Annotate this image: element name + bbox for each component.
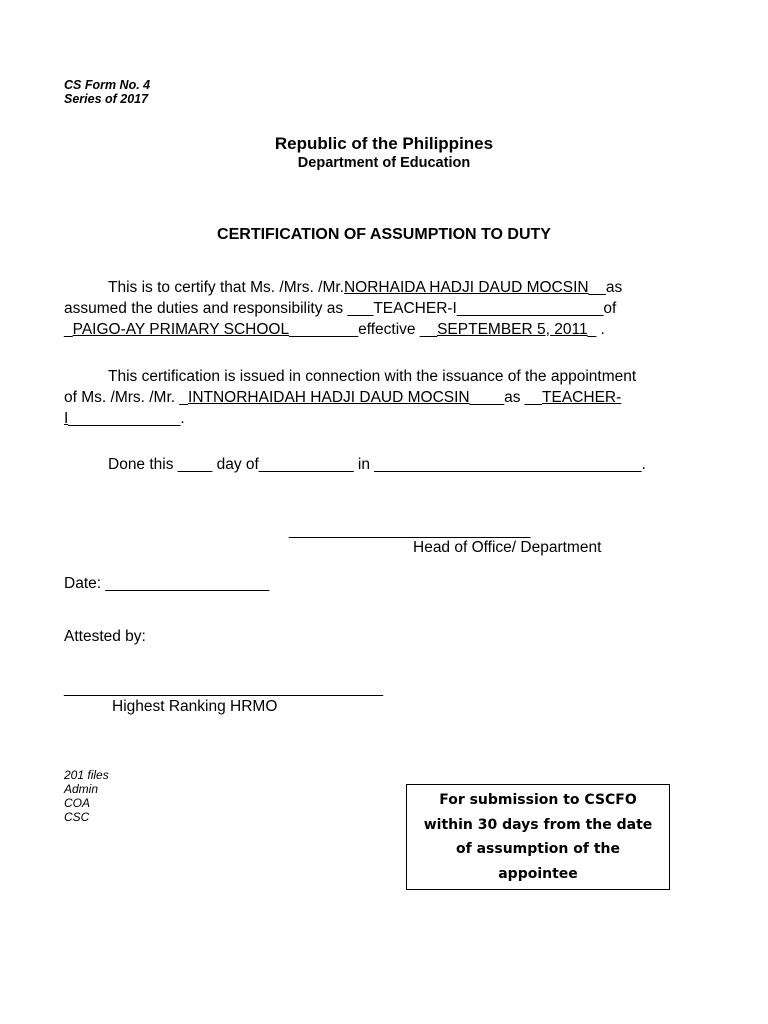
para2-line1: This certification is issued in connection with the issuance of the appointment [108,368,637,385]
hrmo-signature-line: _____________________________________ [64,680,383,697]
para1-line2-prefix: assumed the duties and responsibility as ___ [64,300,374,317]
republic-heading: Republic of the Philippines [274,134,494,153]
para1-line3 [64,320,605,340]
para2-line3 [64,409,185,429]
school-name: PAIGO-AY PRIMARY SCHOOL [72,321,290,338]
effective-date: SEPTEMBER 5, 2011 [437,321,588,338]
copy-item: Admin [64,782,99,796]
form-number-block [64,78,150,106]
copy-furnished-list [64,768,109,824]
form-series: Series of 2017 [64,92,149,106]
appointee-position-part1: TEACHER- [542,389,622,406]
date-line: Date: ___________________ [64,575,270,592]
para2-line2-mid: ____as __ [469,389,543,406]
para2-line3-tail: _____________. [68,410,185,427]
copy-item: COA [64,796,91,810]
copy-item: 201 files [64,768,109,782]
position-title: TEACHER-I [373,300,457,317]
para2-line2 [64,388,621,408]
para1-line2-tail: _________________of [456,300,617,317]
form-number: CS Form No. 4 [64,78,151,92]
para1-line1-tail: __as [588,279,623,296]
head-signature-line: ____________________________ [289,522,531,539]
para1-line3-lead: _ [64,321,73,338]
document-title: CERTIFICATION OF ASSUMPTION TO DUTY [217,226,551,243]
appointee-name: INTNORHAIDAH HADJI DAUD MOCSIN [188,389,470,406]
employee-name: NORHAIDA HADJI DAUD MOCSIN [343,279,589,296]
submission-line: within 30 days from the date [423,816,653,833]
submission-notice-box [406,784,670,890]
para1-line3-mid: ________effective __ [289,321,438,338]
appointee-position-part2: I [64,410,69,427]
para2-line2-prefix: of Ms. /Mrs. /Mr. _ [64,389,189,406]
head-signature-label: Head of Office/ Department [413,539,602,556]
submission-line: For submission to CSCFO [439,792,637,808]
para1-line3-tail: _ . [587,321,605,338]
hrmo-label: Highest Ranking HRMO [112,698,278,715]
attested-by-label: Attested by: [64,628,146,645]
done-line: Done this ____ day of___________ in _______________________________. [108,456,646,473]
para1-line1 [108,278,622,298]
submission-line: appointee [498,865,578,882]
para1-line1-prefix: This is to certify that Ms. /Mrs. /Mr. [108,279,344,296]
para1-line2 [64,299,616,319]
department-heading: Department of Education [297,155,471,171]
submission-line: of assumption of the [456,841,620,857]
copy-item: CSC [64,810,90,824]
